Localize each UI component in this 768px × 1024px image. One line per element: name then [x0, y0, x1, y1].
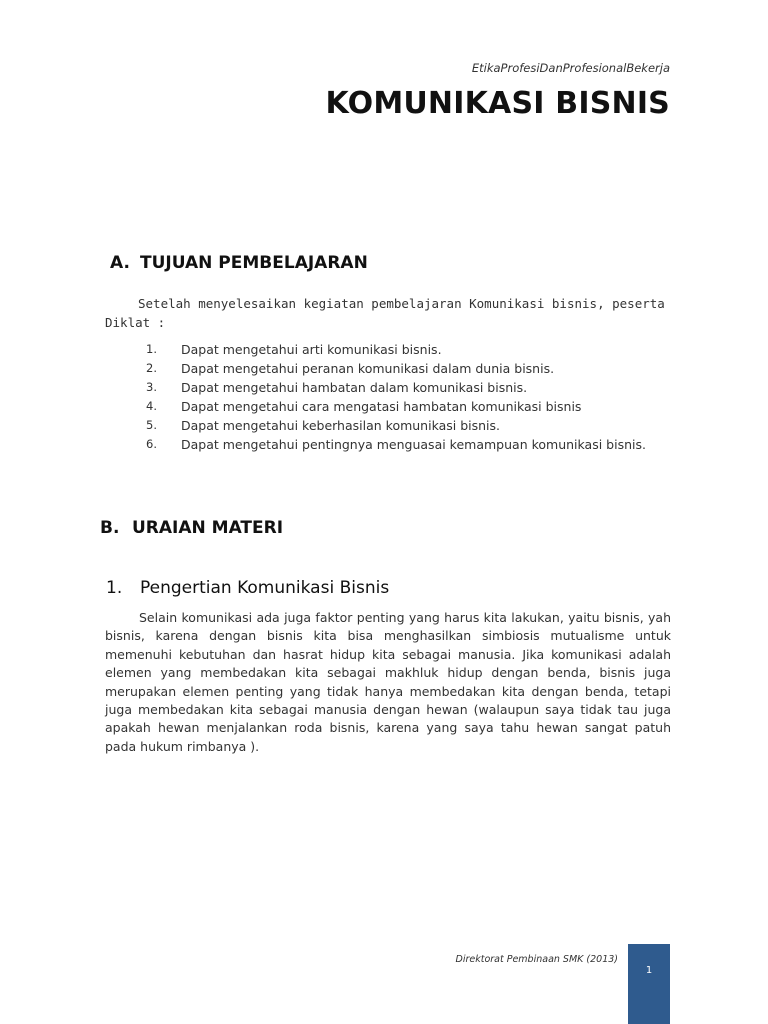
list-item-number: 2.	[146, 361, 157, 375]
list-item	[146, 435, 666, 454]
list-item-text: Dapat mengetahui keberhasilan komunikasi bisnis.	[181, 418, 501, 433]
page-number: 1	[645, 965, 653, 976]
list-item	[146, 378, 666, 397]
section-number: A.	[110, 253, 130, 273]
list-item-number: 3.	[146, 380, 157, 394]
objectives-list	[146, 340, 666, 454]
running-header: EtikaProfesiDanProfesionalBekerja	[471, 61, 670, 75]
list-item-text: Dapat mengetahui pentingnya menguasai kemampuan komunikasi bisnis.	[181, 437, 646, 452]
section-heading-uraian	[100, 518, 283, 538]
list-item-text: Dapat mengetahui peranan komunikasi dalam dunia bisnis.	[181, 361, 555, 376]
subsection-number: 1.	[106, 578, 123, 598]
intro-paragraph	[105, 294, 665, 332]
section-number: B.	[100, 518, 120, 538]
list-item-number: 4.	[146, 399, 157, 413]
list-item-text: Dapat mengetahui hambatan dalam komunikasi bisnis.	[181, 380, 528, 395]
list-item	[146, 340, 666, 359]
list-item	[146, 359, 666, 378]
list-item-number: 6.	[146, 437, 157, 451]
list-item-text: Dapat mengetahui arti komunikasi bisnis.	[181, 342, 442, 357]
subsection-title: Pengertian Komunikasi Bisnis	[140, 578, 390, 598]
section-title: URAIAN MATERI	[132, 518, 284, 538]
list-item-number: 1.	[146, 342, 157, 356]
footer-text: Direktorat Pembinaan SMK (2013)	[455, 954, 618, 965]
section-heading-tujuan	[110, 253, 368, 273]
list-item	[146, 416, 666, 435]
subsection-heading	[106, 578, 389, 598]
body-paragraph-text: Selain komunikasi ada juga faktor penting yang harus kita lakukan, yaitu bisnis, yah bisnis, karena dengan bisnis kita bisa menghasilkan simbiosis mutualisme untuk memenuhi kebutuhan dan hasrat hidup kita sebagai manusia. Jika komunikasi adalah elemen yang membedakan kita sebagai makhluk hidup dengan benda, bisnis juga merupakan elemen penting yang tidak hanya membedakan kita dengan benda, tetapi juga membedakan kita sebagai manusia dengan hewan (walaupun saya tidak tau juga apakah hewan menjalankan roda bisnis, karena yang saya tahu hewan sangat patuh pada hukum rimbanya ).	[105, 610, 671, 754]
page-number-tab	[628, 944, 670, 1024]
intro-text: Setelah menyelesaikan kegiatan pembelajaran Komunikasi bisnis, peserta Diklat :	[105, 296, 665, 330]
document-title: KOMUNIKASI BISNIS	[325, 86, 670, 121]
list-item-text: Dapat mengetahui cara mengatasi hambatan komunikasi bisnis	[181, 399, 582, 414]
list-item	[146, 397, 666, 416]
list-item-number: 5.	[146, 418, 157, 432]
section-title: TUJUAN PEMBELAJARAN	[140, 253, 368, 273]
body-paragraph	[105, 609, 671, 756]
